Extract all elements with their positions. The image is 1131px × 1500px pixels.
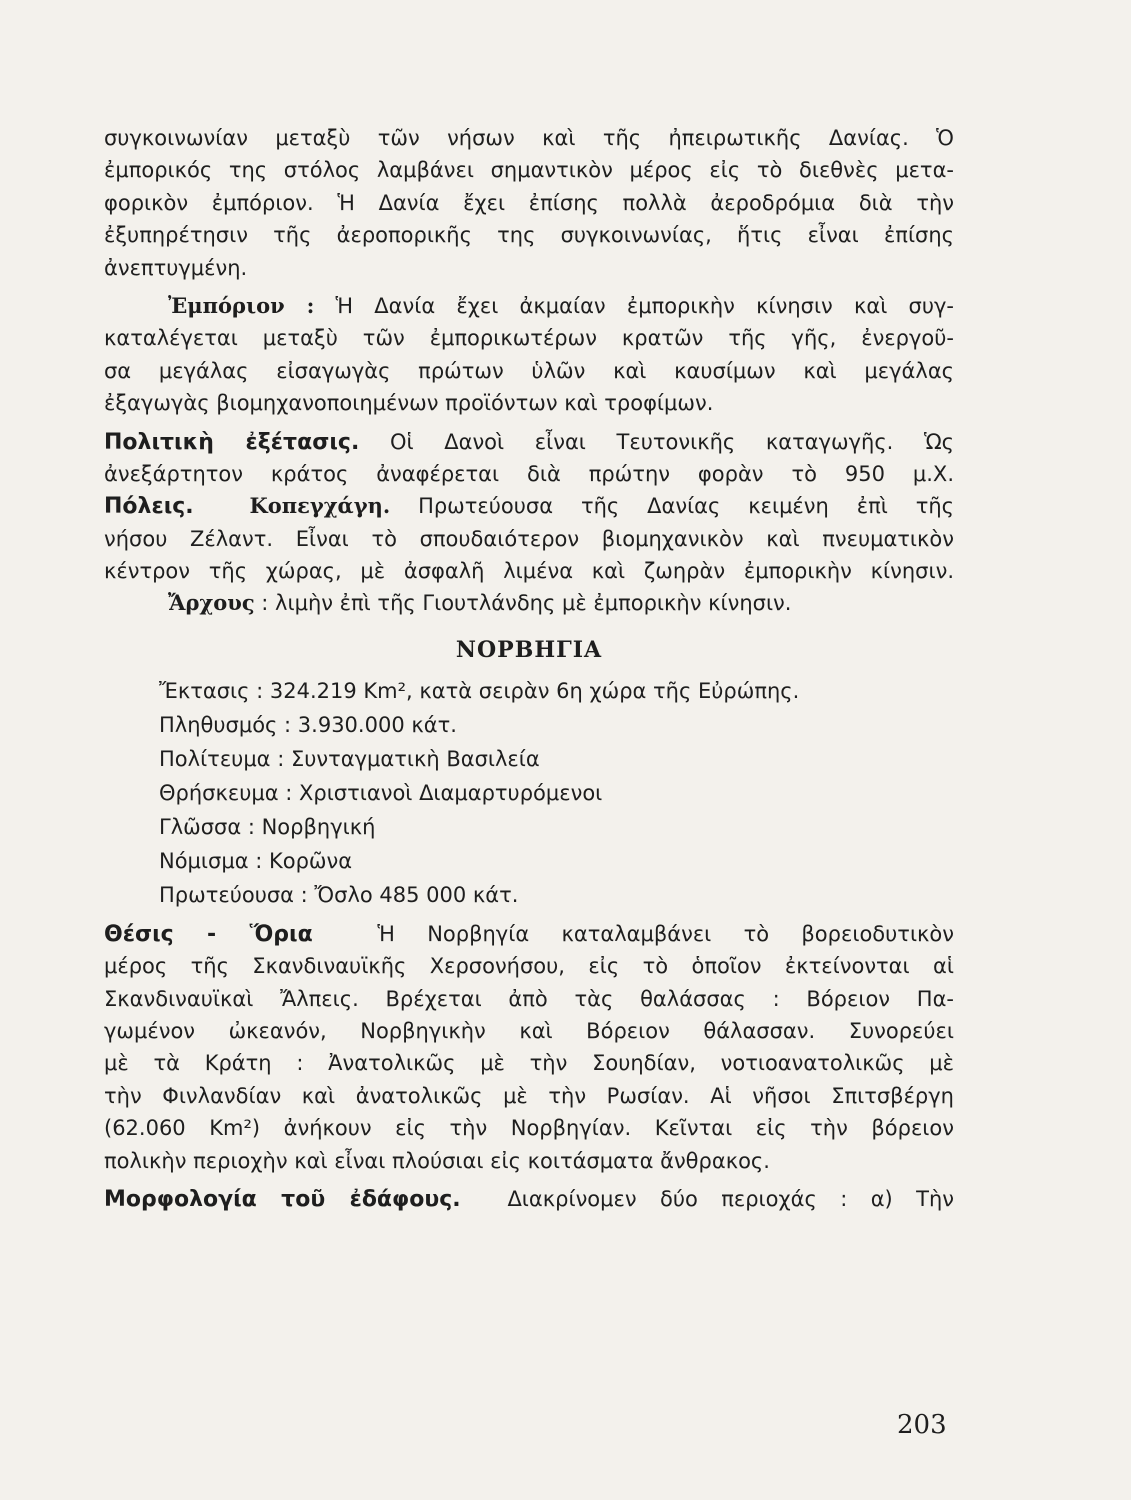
text-line: νήσου Ζέλαντ. Εἶναι τὸ σπουδαιότερον βιομηχανικὸν καὶ πνευματικὸν bbox=[104, 526, 954, 551]
archous-heading: Ἄρχους bbox=[168, 590, 255, 616]
fact-line: Πολίτευμα : Συνταγματικὴ Βασιλεία bbox=[159, 746, 540, 771]
text-line: συγκοινωνίαν μεταξὺ τῶν νήσων καὶ τῆς ἠπειρωτικῆς Δανίας. Ὁ bbox=[104, 126, 954, 150]
morph-paragraph-line: Μορφολογία τοῦ ἐδάφους. Διακρίνομεν δύο περιοχάς : α) Τὴν bbox=[104, 1186, 954, 1212]
text-line: ἀνεξάρτητον κράτος ἀναφέρεται διὰ πρώτην φορὰν τὸ 950 μ.Χ. bbox=[104, 461, 954, 486]
text-line: ἀνεπτυγμένη. bbox=[104, 255, 248, 280]
page-number: 203 bbox=[897, 1410, 947, 1440]
text-line: καταλέγεται μεταξὺ τῶν ἐμπορικωτέρων κρατῶν τῆς γῆς, ἐνεργοῦ- bbox=[104, 326, 954, 351]
archous-paragraph-line: Ἄρχους : λιμὴν ἐπὶ τῆς Γιουτλάνδης μὲ ἐμπορικὴν κίνησιν. bbox=[168, 590, 792, 616]
text-line: γωμένον ὠκεανόν, Νορβηγικὴν καὶ Βόρειον θάλασσαν. Συνορεύει bbox=[104, 1019, 954, 1044]
text-line: ἐξυπηρέτησιν τῆς ἀεροπορικῆς της συγκοινωνίας, ἥτις εἶναι ἐπίσης bbox=[104, 223, 954, 248]
poleis-paragraph-line: Πόλεις. Κοπεγχάγη. Πρωτεύουσα τῆς Δανίας κειμένη ἐπὶ τῆς bbox=[104, 493, 954, 520]
emporion-paragraph-line: Ἐμπόριον : Ἡ Δανία ἔχει ἀκμαίαν ἐμπορικὴν κίνησιν καὶ συγ- bbox=[168, 292, 954, 318]
politiki-paragraph-line: Πολιτικὴ ἐξέτασις. Οἱ Δανοὶ εἶναι Τευτονικῆς καταγωγῆς. Ὡς bbox=[104, 429, 954, 455]
text-line: (62.060 Km²) ἀνήκουν εἰς τὴν Νορβηγίαν. Κεῖνται εἰς τὴν βόρειον bbox=[104, 1116, 954, 1141]
section-title: ΝΟΡΒΗΓΙΑ bbox=[455, 636, 603, 663]
poleis-heading: Πόλεις. bbox=[104, 494, 194, 520]
text-line: τὴν Φινλανδίαν καὶ ἀνατολικῶς μὲ τὴν Ρωσίαν. Αἱ νῆσοι Σπιτσβέργη bbox=[104, 1083, 954, 1108]
morph-heading: Μορφολογία τοῦ ἐδάφους. bbox=[104, 1186, 461, 1212]
fact-list bbox=[104, 674, 954, 912]
thesis-paragraph-line: Θέσις - Ὅρια Ἡ Νορβηγία καταλαμβάνει τὸ βορειοδυτικὸν bbox=[104, 921, 954, 947]
fact-line: Πρωτεύουσα : Ὄσλο 485 000 κάτ. bbox=[159, 882, 519, 907]
text-line: φορικὸν ἐμπόριον. Ἡ Δανία ἔχει ἐπίσης πολλὰ ἀεροδρόμια διὰ τὴν bbox=[104, 190, 954, 215]
fact-line: Ἔκτασις : 324.219 Km², κατὰ σειρὰν 6η χώρα τῆς Εὐρώπης. bbox=[159, 678, 800, 703]
page-text bbox=[104, 122, 954, 1215]
fact-line: Θρήσκευμα : Χριστιανοὶ Διαμαρτυρόμενοι bbox=[159, 780, 603, 805]
text-line: ἐμπορικός της στόλος λαμβάνει σημαντικὸν μέρος εἰς τὸ διεθνὲς μετα- bbox=[104, 158, 954, 183]
thesis-heading: Θέσις - Ὅρια bbox=[104, 921, 313, 947]
fact-line: Γλῶσσα : Νορβηγική bbox=[159, 814, 376, 839]
text-line: μὲ τὰ Κράτη : Ἀνατολικῶς μὲ τὴν Σουηδίαν, νοτιοανατολικῶς μὲ bbox=[104, 1051, 954, 1076]
text-line: κέντρον τῆς χώρας, μὲ ἀσφαλῆ λιμένα καὶ ζωηρὰν ἐμπορικὴν κίνησιν. bbox=[104, 559, 954, 584]
politiki-heading: Πολιτικὴ ἐξέτασις. bbox=[104, 429, 360, 455]
fact-line: Νόμισμα : Κορῶνα bbox=[159, 848, 353, 873]
text-line: ἐξαγωγὰς βιομηχανοποιημένων προϊόντων καὶ τροφίμων. bbox=[104, 391, 714, 416]
emporion-heading: Ἐμπόριον : bbox=[168, 292, 315, 318]
text-line: πολικὴν περιοχὴν καὶ εἶναι πλούσιαι εἰς κοιτάσματα ἄνθρακος. bbox=[104, 1148, 770, 1173]
text-line: σα μεγάλας εἰσαγωγὰς πρώτων ὑλῶν καὶ καυσίμων καὶ μεγάλας bbox=[104, 358, 954, 383]
text-line: Σκανδιναυϊκαὶ Ἄλπεις. Βρέχεται ἀπὸ τὰς θαλάσσας : Βόρειον Πα- bbox=[104, 986, 954, 1011]
fact-line: Πληθυσμός : 3.930.000 κάτ. bbox=[159, 712, 457, 737]
text-line: μέρος τῆς Σκανδιναυϊκῆς Χερσονήσου, εἰς τὸ ὁποῖον ἐκτείνονται αἱ bbox=[104, 954, 954, 979]
kopegchagi-heading: Κοπεγχάγη. bbox=[249, 493, 391, 519]
